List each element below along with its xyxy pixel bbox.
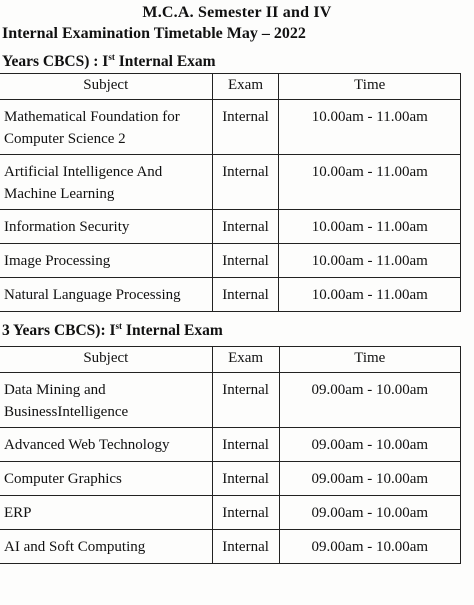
- column-header-exam: Exam: [212, 347, 279, 373]
- section-heading: [2, 53, 216, 71]
- exam-cell: Internal: [212, 244, 279, 278]
- exam-cell: Internal: [212, 462, 279, 496]
- exam-cell: Internal: [212, 155, 279, 210]
- time-cell: 10.00am - 11.00am: [279, 244, 461, 278]
- subject-cell: Natural Language Processing: [0, 278, 212, 312]
- subject-cell: Computer Graphics: [0, 462, 212, 496]
- exam-cell: Internal: [212, 210, 279, 244]
- section-heading: [2, 322, 223, 340]
- time-cell: 09.00am - 10.00am: [279, 462, 460, 496]
- section-heading-suffix: Internal Exam: [114, 53, 216, 70]
- exam-cell: Internal: [212, 373, 279, 428]
- table-row: [0, 100, 461, 155]
- table-row: [0, 462, 461, 496]
- time-cell: 09.00am - 10.00am: [279, 496, 460, 530]
- table-row: [0, 278, 461, 312]
- time-cell: 10.00am - 11.00am: [279, 210, 461, 244]
- document-title: M.C.A. Semester II and IV: [142, 4, 332, 21]
- table-row: [0, 244, 461, 278]
- section-heading-sup: st: [115, 320, 123, 331]
- table-header-row: [0, 74, 461, 100]
- column-header-subject: Subject: [0, 74, 212, 100]
- subject-cell: Advanced Web Technology: [0, 428, 212, 462]
- table-row: [0, 373, 461, 428]
- subject-cell: Data Mining and BusinessIntelligence: [0, 373, 212, 428]
- time-cell: 09.00am - 10.00am: [279, 373, 460, 428]
- column-header-time: Time: [279, 347, 460, 373]
- exam-cell: Internal: [212, 278, 279, 312]
- subject-cell: ERP: [0, 496, 212, 530]
- time-cell: 10.00am - 11.00am: [279, 278, 461, 312]
- section-heading-prefix: 3 Years CBCS): I: [2, 322, 116, 339]
- subject-cell: AI and Soft Computing: [0, 530, 212, 564]
- time-cell: 10.00am - 11.00am: [279, 155, 461, 210]
- table-row: [0, 210, 461, 244]
- time-cell: 09.00am - 10.00am: [279, 530, 460, 564]
- subject-cell: Mathematical Foundation for Computer Science 2: [0, 100, 212, 155]
- column-header-subject: Subject: [0, 347, 212, 373]
- table-row: [0, 530, 461, 564]
- exam-cell: Internal: [212, 530, 279, 564]
- table-header-row: [0, 347, 461, 373]
- exam-cell: Internal: [212, 428, 279, 462]
- subject-cell: Artificial Intelligence And Machine Learning: [0, 155, 212, 210]
- column-header-time: Time: [279, 74, 461, 100]
- time-cell: 09.00am - 10.00am: [279, 428, 460, 462]
- section-heading-suffix: Internal Exam: [122, 322, 223, 339]
- table-row: [0, 155, 461, 210]
- table-row: [0, 428, 461, 462]
- section-heading-sup: st: [108, 51, 115, 62]
- exam-cell: Internal: [212, 100, 279, 155]
- section-heading-prefix: Years CBCS) : I: [2, 53, 109, 70]
- timetable-table: [0, 346, 461, 564]
- timetable-table: [0, 73, 461, 312]
- subject-cell: Image Processing: [0, 244, 212, 278]
- time-cell: 10.00am - 11.00am: [279, 100, 461, 155]
- document-subtitle: Internal Examination Timetable May – 2022: [2, 25, 306, 42]
- subject-cell: Information Security: [0, 210, 212, 244]
- column-header-exam: Exam: [212, 74, 279, 100]
- table-row: [0, 496, 461, 530]
- exam-cell: Internal: [212, 496, 279, 530]
